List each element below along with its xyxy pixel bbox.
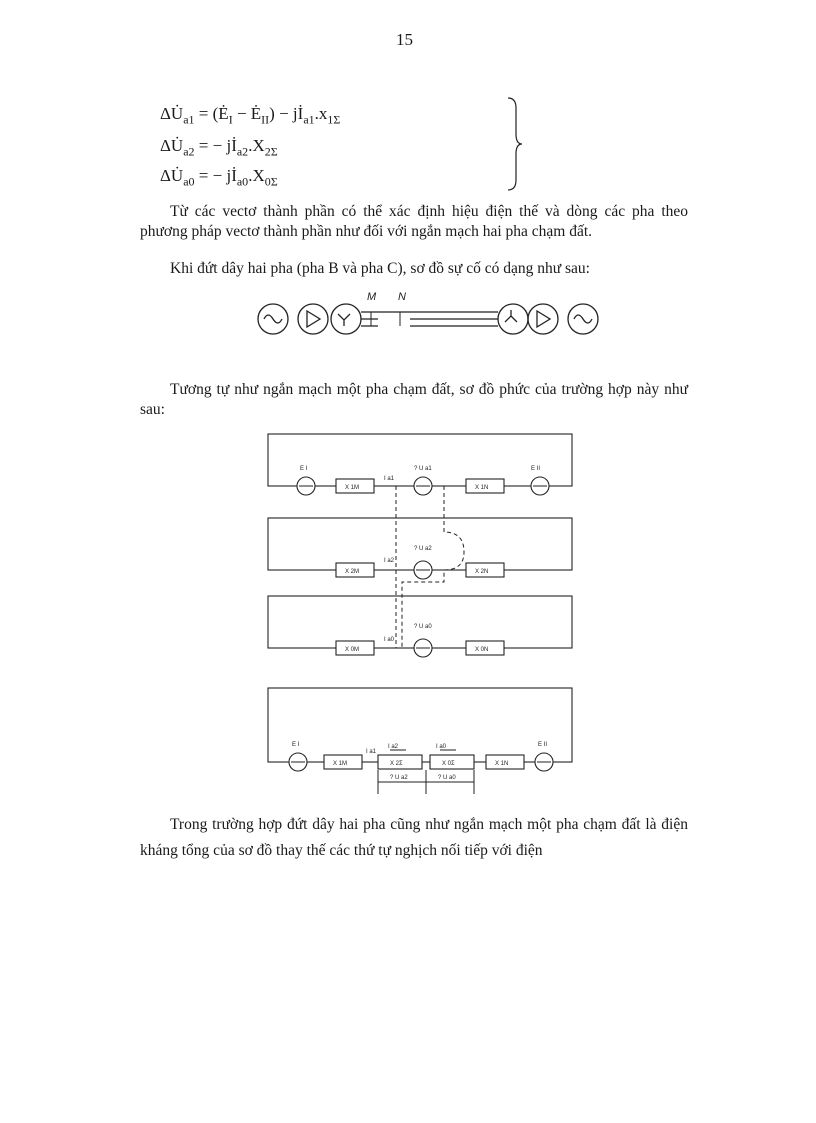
paragraph-seq-intro: Tương tự như ngắn mạch một pha chạm đất, sơ đồ phức của trường hợp này như sau: — [140, 381, 688, 418]
svg-text:I a2: I a2 — [384, 558, 395, 564]
sequence-network-diagram — [266, 432, 576, 652]
svg-text:? U a0: ? U a0 — [414, 624, 432, 630]
svg-text:X 0N: X 0N — [475, 647, 489, 653]
svg-text:X 0Σ: X 0Σ — [442, 761, 455, 767]
label-n: N — [398, 291, 406, 303]
svg-text:I a2: I a2 — [388, 744, 399, 750]
svg-text:? U a2: ? U a2 — [390, 775, 408, 781]
svg-text:? U a2: ? U a2 — [414, 546, 432, 552]
paragraph-vectors: Từ các vectơ thành phần có thể xác định hiệu điện thế và dòng các pha theo phương pháp vectơ thành phần như đối với ngắn mạch hai pha chạm đất. — [140, 203, 688, 240]
svg-text:E I: E I — [292, 742, 300, 748]
system-brace — [506, 96, 526, 196]
svg-text:E II: E II — [538, 742, 548, 748]
transformer-right-icon — [498, 304, 528, 334]
equation-delta-ua2: $\Delta U̇_{a2}$ = − $jİ_{a2}.X_{2\Sigma}$ — [160, 136, 278, 159]
svg-text:X 2Σ: X 2Σ — [390, 761, 403, 767]
dashed-interconnect — [402, 486, 464, 648]
svg-text:E II: E II — [531, 466, 541, 472]
svg-text:X 1N: X 1N — [475, 485, 489, 491]
equation-delta-ua0: $\Delta U̇_{a0}$ = − $jİ_{a0}.X_{0\Sigma}$ — [160, 166, 278, 189]
svg-text:X 1M: X 1M — [345, 485, 360, 491]
svg-text:E I: E I — [300, 466, 308, 472]
label-m: M — [367, 291, 377, 303]
svg-text:I a0: I a0 — [436, 744, 447, 750]
transformer-left-icon — [298, 304, 328, 334]
transformer-left-2-icon — [331, 304, 361, 334]
svg-text:? U a0: ? U a0 — [438, 775, 456, 781]
svg-text:X 1N: X 1N — [495, 761, 509, 767]
svg-text:X 0M: X 0M — [345, 647, 360, 653]
svg-text:X 1M: X 1M — [333, 761, 348, 767]
svg-text:I a0: I a0 — [384, 637, 395, 643]
svg-text:I a1: I a1 — [366, 749, 377, 755]
equivalent-circuit-diagram — [266, 686, 576, 796]
fault-diagram — [250, 286, 600, 356]
paragraph-fault-intro: Khi đứt dây hai pha (pha B và pha C), sơ đồ sự cố có dạng như sau: — [170, 260, 590, 277]
svg-text:X 2N: X 2N — [475, 569, 489, 575]
equivalent-loop — [268, 688, 572, 762]
transformer-right-2-icon — [528, 304, 558, 334]
svg-text:? U a1: ? U a1 — [414, 466, 432, 472]
svg-text:I a1: I a1 — [384, 476, 395, 482]
page-number: 15 — [396, 30, 413, 49]
equation-delta-ua1: $\Delta U̇_{a1}$ = ($Ė_I$ − $Ė_{II}$) − $jİ_{a1}.x_{1\Sigma}$ — [160, 104, 341, 127]
svg-text:X 2M: X 2M — [345, 569, 360, 575]
paragraph-conclusion: Trong trường hợp đứt dây hai pha cũng như ngắn mạch một pha chạm đất là điện kháng tổng của sơ đồ thay thế các thứ tự nghịch nối tiếp với điện — [140, 816, 688, 859]
